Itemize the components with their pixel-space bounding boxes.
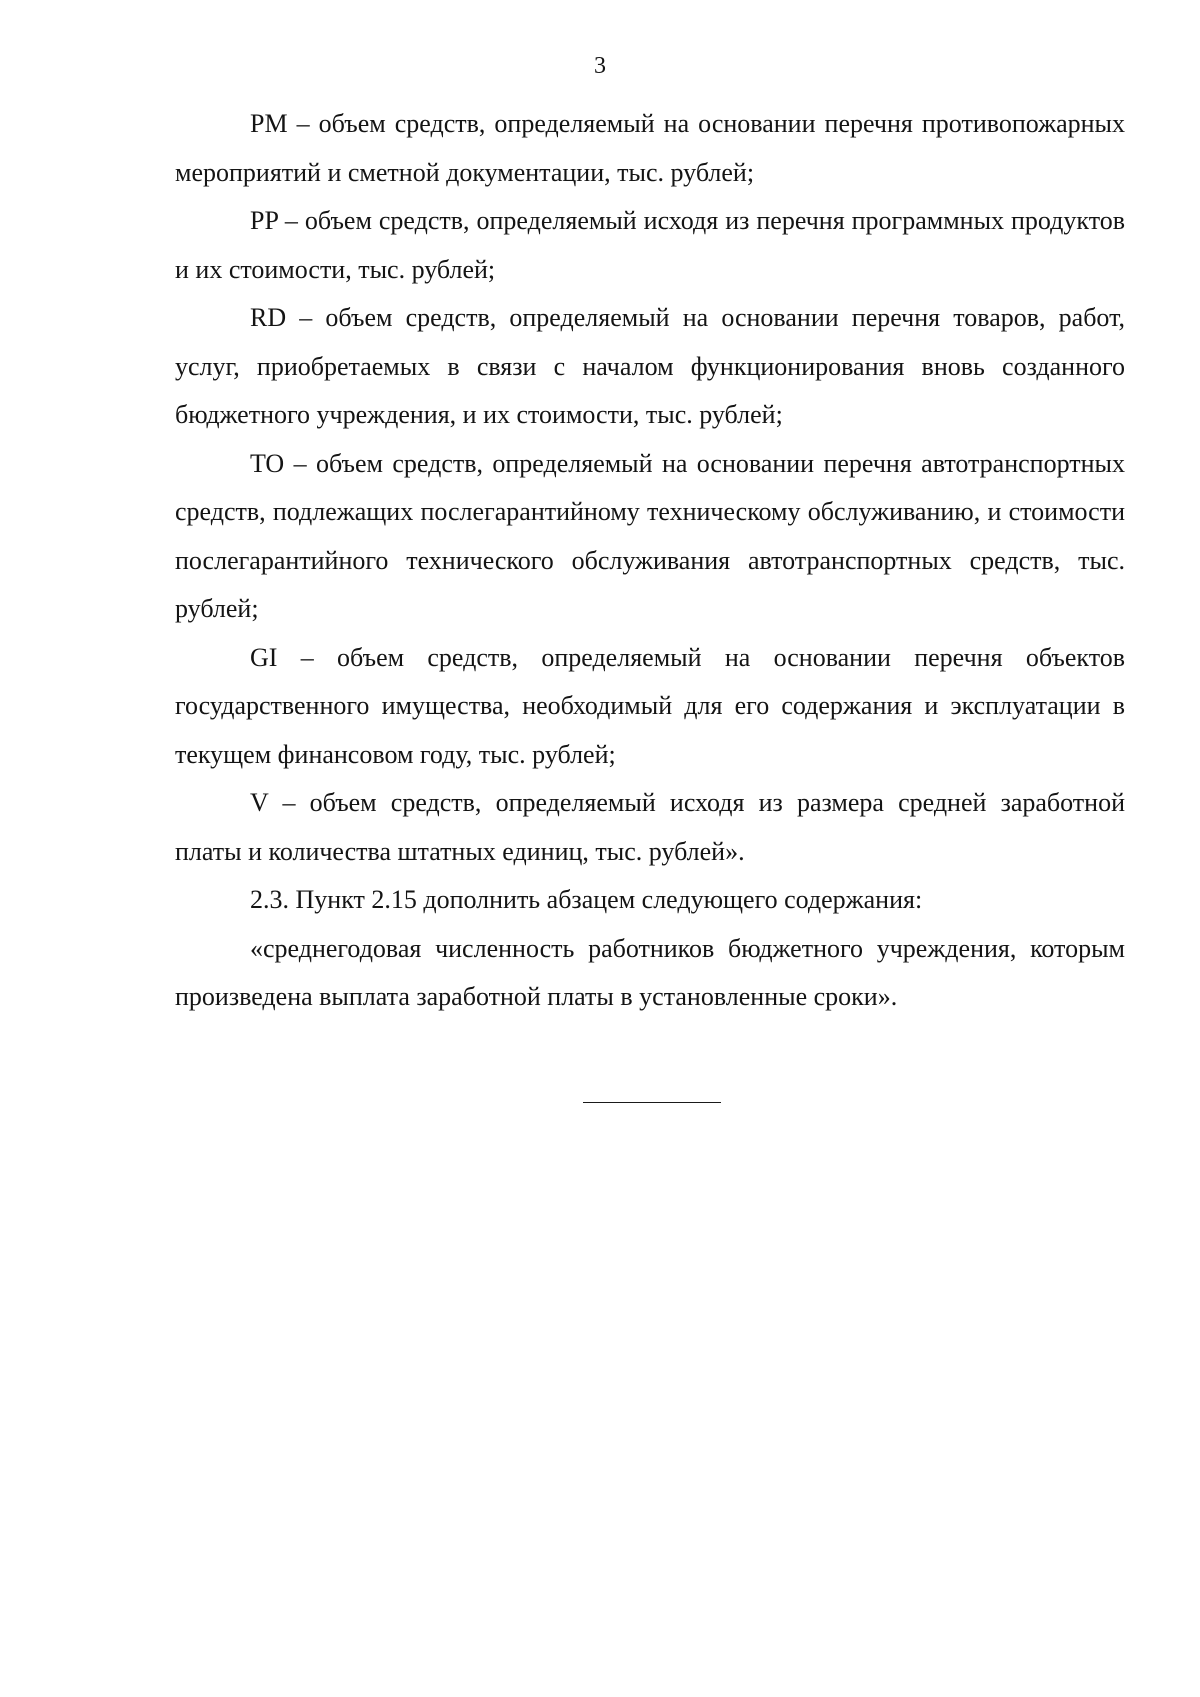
document-body (175, 100, 1125, 1022)
paragraph-pp-definition: PP – объем средств, определяемый исходя из перечня программных продуктов и их стоимости, тыс. рублей; (175, 206, 1125, 284)
paragraph-v-definition: V – объем средств, определяемый исходя из размера средней заработной платы и количества штатных единиц, тыс. рублей». (175, 788, 1125, 866)
paragraph-gi-definition: GI – объем средств, определяемый на основании перечня объектов государственного имущества, необходимый для его содержания и эксплуатации в текущем финансовом году, тыс. рублей; (175, 642, 1125, 769)
page-number: 3 (594, 53, 606, 79)
paragraph-clause-2-3: 2.3. Пункт 2.15 дополнить абзацем следующего содержания: (250, 885, 923, 914)
paragraph-pm-definition: PM – объем средств, определяемый на основании перечня противопожарных мероприятий и сметной документации, тыс. рублей; (175, 109, 1125, 187)
paragraph-added-text: «среднегодовая численность работников бюджетного учреждения, которым произведена выплата заработной платы в установленные сроки». (175, 933, 1125, 1011)
end-separator-line (583, 1102, 721, 1103)
paragraph-rd-definition: RD – объем средств, определяемый на основании перечня товаров, работ, услуг, приобретаемых в связи с началом функционирования вновь созданного бюджетного учреждения, и их стоимости, тыс. рублей; (175, 303, 1125, 429)
paragraph-to-definition: TO – объем средств, определяемый на основании перечня автотранспортных средств, подлежащих послегарантийному техническому обслуживанию, и стоимости послегарантийного технического обслуживания автотранспортных средств, тыс. рублей; (175, 448, 1125, 623)
